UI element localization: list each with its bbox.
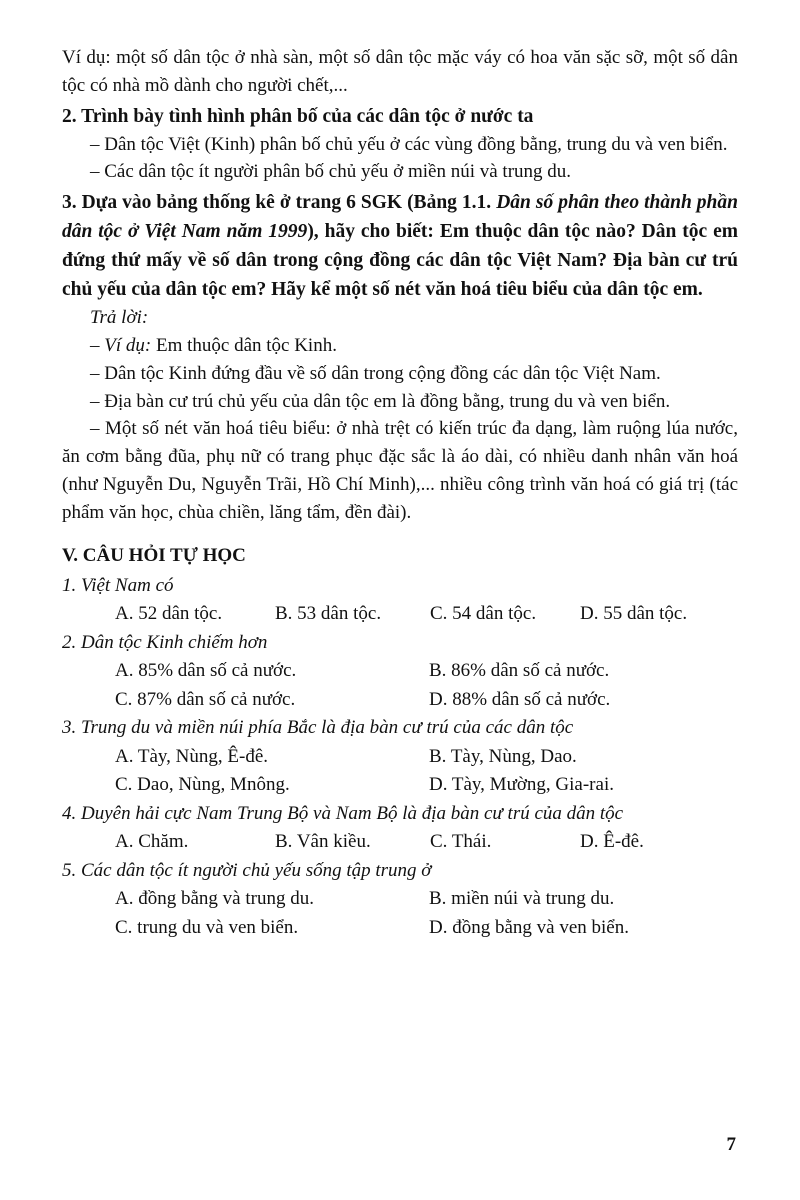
question-2-title: 2. Trình bày tình hình phân bố của các dân tộc ở nước ta — [62, 105, 534, 127]
mcq-2-options-row-2 — [115, 686, 738, 715]
mcq-3-option-a: A. Tày, Nùng, Ê-đê. — [115, 745, 269, 767]
example-text: Em thuộc dân tộc Kinh. — [151, 334, 337, 356]
mcq-4-option-a: A. Chăm. — [115, 831, 189, 853]
intro-paragraph: Ví dụ: một số dân tộc ở nhà sàn, một số dân tộc mặc váy có hoa văn sặc sỡ, một số dân tộc có nhà mồ dành cho người chết,... — [62, 47, 738, 96]
mcq-5-question: 5. Các dân tộc ít người chủ yếu sống tập trung ở — [62, 859, 432, 881]
mcq-2-question: 2. Dân tộc Kinh chiếm hơn — [62, 631, 268, 653]
mcq-4-option-d: D. Ê-đê. — [580, 831, 644, 853]
mcq-4-option-c: C. Thái. — [430, 831, 492, 853]
question-3-answer-1: – Dân tộc Kinh đứng đầu về số dân trong cộng đồng các dân tộc Việt Nam. — [90, 362, 661, 384]
mcq-3-question: 3. Trung du và miền núi phía Bắc là địa bàn cư trú của các dân tộc — [62, 717, 574, 739]
question-3-example — [62, 332, 738, 360]
answer-label: Trả lời: — [90, 307, 149, 329]
mcq-5-option-a: A. đồng bằng và trung du. — [115, 888, 314, 910]
mcq-1-option-a: A. 52 dân tộc. — [115, 603, 223, 625]
question-3-title-part1: 3. Dựa vào bảng thống kê ở trang 6 SGK (Bảng 1.1. — [62, 192, 497, 214]
question-3-title — [62, 188, 738, 304]
mcq-1-options — [115, 600, 738, 629]
example-prefix: – — [90, 334, 105, 356]
mcq-1-option-c: C. 54 dân tộc. — [430, 603, 537, 625]
mcq-3-option-c: C. Dao, Nùng, Mnông. — [115, 774, 290, 796]
mcq-3-option-d: D. Tày, Mường, Gia-rai. — [429, 774, 614, 796]
mcq-5-options-row-2 — [115, 914, 738, 943]
question-3-answer-3: – Một số nét văn hoá tiêu biểu: ở nhà trệt có kiến trúc đa dạng, làm ruộng lúa nước, ăn cơm bằng đũa, phụ nữ có trang phục đặc sắc là áo dài, có nhiều danh nhân văn hoá (như Nguyễn Du, Nguyễn Trãi, Hồ Chí Minh),... nhiều công trình văn hoá có giá trị (tác phẩm văn học, chùa chiền, lăng tẩm, đền đài). — [62, 418, 738, 523]
mcq-5-option-b: B. miền núi và trung du. — [429, 888, 615, 910]
mcq-1-option-b: B. 53 dân tộc. — [275, 603, 382, 625]
question-2-answer-2: – Các dân tộc ít người phân bố chủ yếu ở miền núi và trung du. — [90, 161, 572, 183]
mcq-3-options-row-2 — [115, 771, 738, 800]
mcq-3-options-row-1 — [115, 743, 738, 772]
section-title: V. CÂU HỎI TỰ HỌC — [62, 544, 246, 566]
mcq-2-option-c: C. 87% dân số cả nước. — [115, 688, 296, 710]
mcq-2-option-a: A. 85% dân số cả nước. — [115, 660, 297, 682]
question-2-answer-1: – Dân tộc Việt (Kinh) phân bố chủ yếu ở các vùng đồng bằng, trung du và ven biển. — [90, 133, 728, 155]
page-content — [62, 44, 738, 942]
question-3-title-italic: Dân số phân theo thành phần dân tộc ở Việt Nam năm 1999 — [62, 192, 738, 243]
question-3-title-part2: ), hãy cho biết: Em thuộc dân tộc nào? Dân tộc em đứng thứ mấy về số dân trong cộng đồng các dân tộc Việt Nam? Địa bàn cư trú chủ yếu của dân tộc em? Hãy kể một số nét văn hoá tiêu biểu của dân tộc em. — [62, 221, 738, 301]
mcq-1-option-d: D. 55 dân tộc. — [580, 603, 688, 625]
mcq-4-option-b: B. Vân kiều. — [275, 831, 371, 853]
mcq-5-options-row-1 — [115, 885, 738, 914]
mcq-4-options — [115, 828, 738, 857]
mcq-2-option-d: D. 88% dân số cả nước. — [429, 688, 611, 710]
mcq-3-option-b: B. Tày, Nùng, Dao. — [429, 745, 577, 767]
mcq-5-option-d: D. đồng bằng và ven biển. — [429, 916, 629, 938]
mcq-5-option-c: C. trung du và ven biển. — [115, 916, 299, 938]
question-3-answer-2: – Địa bàn cư trú chủ yếu của dân tộc em là đồng bằng, trung du và ven biển. — [90, 390, 671, 412]
mcq-2-option-b: B. 86% dân số cả nước. — [429, 660, 610, 682]
mcq-4-question: 4. Duyên hải cực Nam Trung Bộ và Nam Bộ là địa bàn cư trú của dân tộc — [62, 802, 624, 824]
page-number: 7 — [726, 1134, 736, 1155]
mcq-1-question: 1. Việt Nam có — [62, 574, 174, 596]
example-label: Ví dụ: — [104, 334, 152, 356]
mcq-2-options-row-1 — [115, 657, 738, 686]
